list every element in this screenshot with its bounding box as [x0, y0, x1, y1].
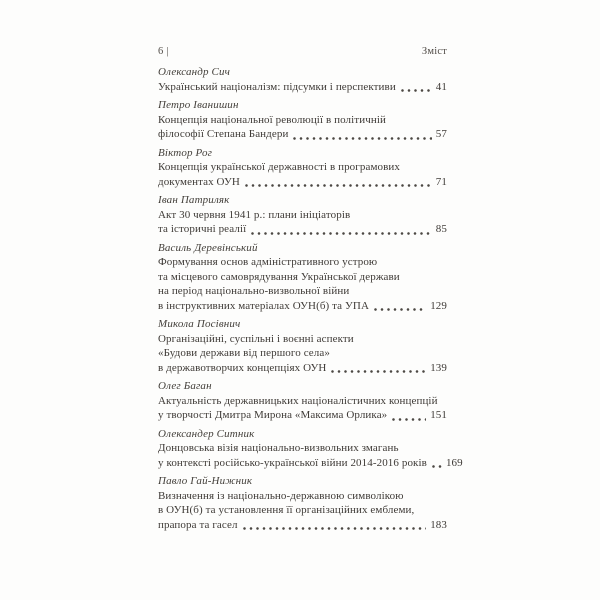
- toc-page-number: 151: [430, 409, 447, 421]
- toc-entry-author: Петро Іванишин: [158, 99, 239, 111]
- toc-entry: [158, 241, 447, 314]
- page-content: [158, 45, 463, 532]
- toc-line-text: Донцовська візія національно-визвольних змагань: [158, 442, 399, 454]
- toc-entry-author: Олександр Сич: [158, 66, 231, 78]
- toc-entry-line: [158, 332, 447, 347]
- toc-entry: [158, 379, 447, 423]
- toc-entry: [158, 474, 447, 532]
- toc-entry-line: [158, 284, 447, 299]
- toc-entry-line: [158, 503, 447, 518]
- toc-page-number: 139: [430, 361, 447, 374]
- toc-line-text: Український націоналізм: підсумки і перспективи: [158, 80, 396, 93]
- toc-entry-line: [158, 208, 447, 223]
- toc-entry-line: [158, 255, 447, 270]
- dot-leader: [331, 370, 426, 373]
- toc-page-number: 183: [430, 518, 447, 531]
- toc-line-text: документах ОУН: [158, 175, 240, 188]
- toc-line-text: Концепція національної революції в політичній: [158, 113, 386, 126]
- toc-line-text: в ОУН(б) та установлення її організаційних емблеми,: [158, 504, 415, 516]
- dot-leader: [243, 527, 427, 530]
- dot-leader: [392, 418, 426, 421]
- toc-entry-line: [158, 441, 447, 456]
- toc-line-text: у творчості Дмитра Мирона «Максима Орлика»: [158, 409, 388, 421]
- dot-leader: [374, 308, 426, 311]
- toc-page-number: 57: [435, 128, 447, 140]
- toc-line-text: та історичні реалії: [158, 223, 247, 235]
- toc-entry-line: [158, 361, 447, 376]
- dot-leader: [401, 89, 432, 92]
- toc-line-text: «Будови держави від першого села»: [158, 347, 330, 359]
- toc-entry-line: [158, 175, 447, 190]
- toc-entry-line: [158, 346, 447, 361]
- toc-line-text: Організаційні, суспільні і воєнні аспекти: [158, 332, 354, 345]
- toc-entry-line: [158, 222, 447, 237]
- toc-entry-line: [158, 456, 463, 471]
- toc-line-text: Актуальність державницьких націоналістичних концепцій: [158, 394, 438, 407]
- toc-entry-author: Олександер Ситник: [158, 427, 255, 440]
- dot-leader: [432, 465, 442, 468]
- dot-leader: [251, 232, 432, 235]
- toc-line-text: філософії Степана Бандери: [158, 128, 289, 140]
- toc-entry: [158, 98, 447, 142]
- toc-line-text: Акт 30 червня 1941 р.: плани ініціаторів: [158, 208, 351, 221]
- toc-entry-line: [158, 408, 447, 423]
- toc-page-number: 85: [435, 223, 447, 235]
- toc-line-text: на період національно-визвольної війни: [158, 285, 350, 297]
- toc-entry-author: Павло Гай-Нижник: [158, 475, 253, 487]
- toc-entry-line: [158, 518, 447, 533]
- toc-entry: [158, 317, 447, 375]
- toc-entry-author: Іван Патриляк: [158, 194, 230, 206]
- folio-page-number: 6 |: [158, 46, 169, 57]
- toc-entry-line: [158, 299, 447, 314]
- toc-entry-line: [158, 80, 447, 95]
- toc-entry-author: Олег Баган: [158, 380, 212, 392]
- toc-entry-line: [158, 160, 447, 175]
- running-header: [158, 45, 447, 58]
- toc-line-text: прапора та гасел: [158, 518, 238, 531]
- toc-entry: [158, 193, 447, 237]
- toc-entry: [158, 427, 463, 471]
- toc-entry-author: Віктор Рог: [158, 146, 213, 159]
- toc-page-number: 41: [435, 80, 447, 93]
- toc-line-text: Концепція української державності в програмових: [158, 161, 401, 173]
- toc-entry-author: Микола Посівнич: [158, 318, 241, 330]
- toc-page-number: 169: [445, 456, 463, 469]
- toc-entry-line: [158, 489, 447, 504]
- toc-entry-author: Василь Деревінський: [158, 241, 258, 254]
- toc-page-number: 129: [430, 299, 447, 312]
- toc-line-text: та місцевого самоврядування Української держави: [158, 270, 400, 283]
- toc-line-text: у контексті російсько-української війни 2014-2016 років: [158, 456, 427, 469]
- dot-leader: [245, 184, 432, 187]
- toc-entry-line: [158, 113, 447, 128]
- toc-line-text: в інструктивних матеріалах ОУН(б) та УПА: [158, 299, 369, 312]
- toc-entry: [158, 146, 447, 190]
- toc-page-number: 71: [435, 175, 447, 188]
- toc-entry-line: [158, 127, 447, 142]
- table-of-contents: [158, 65, 463, 532]
- toc-line-text: Формування основ адміністративного устрою: [158, 256, 378, 268]
- toc-entry: [158, 65, 447, 94]
- running-header-title: Зміст: [421, 46, 447, 57]
- toc-line-text: Визначення із національно-державною символікою: [158, 489, 404, 502]
- toc-line-text: в державотворчих концепціях ОУН: [158, 361, 327, 374]
- dot-leader: [293, 137, 431, 140]
- toc-entry-line: [158, 270, 447, 285]
- toc-entry-line: [158, 394, 447, 409]
